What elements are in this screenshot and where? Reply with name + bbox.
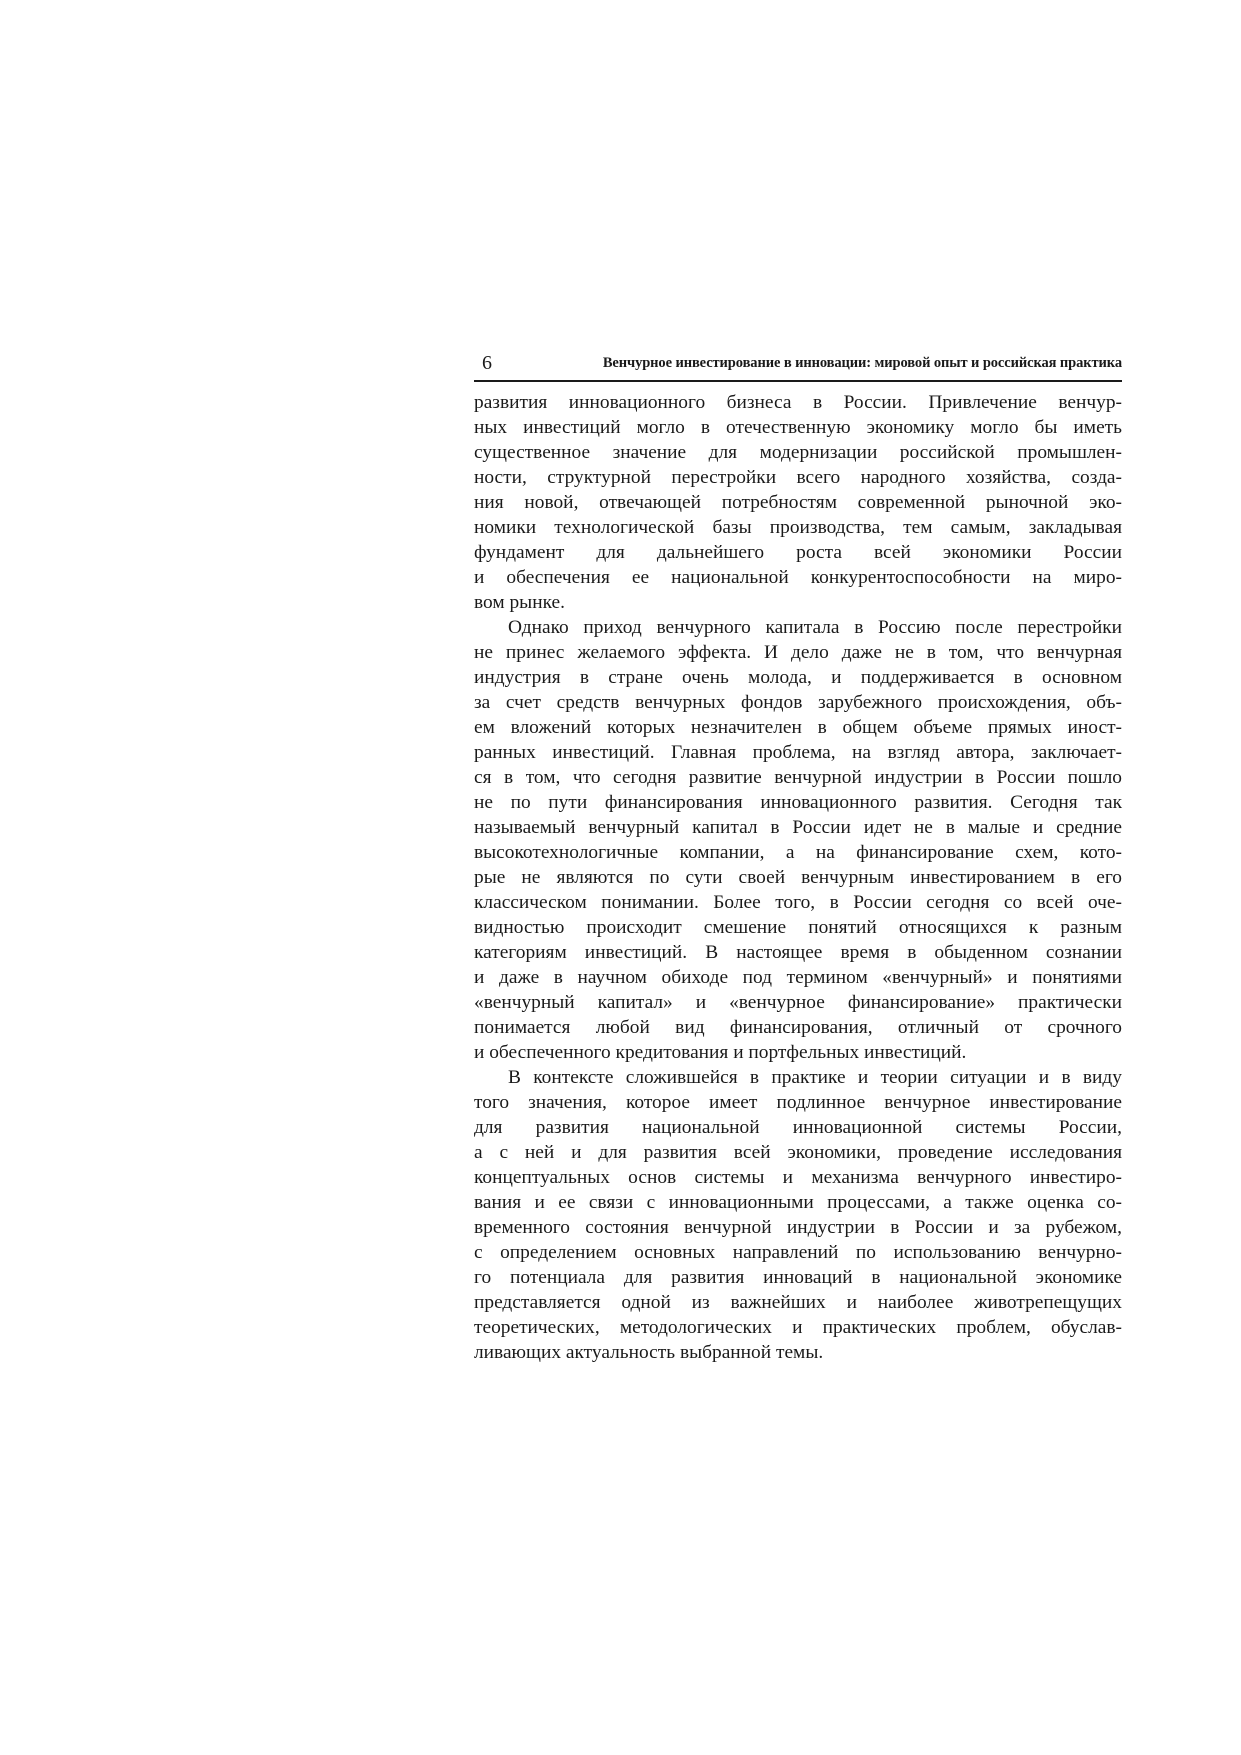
text-line: для развития национальной инновационной системы России, — [474, 1117, 1122, 1138]
text-line: ности, структурной перестройки всего народного хозяйства, созда- — [474, 467, 1122, 488]
paragraph — [474, 1065, 1122, 1365]
text-line: Однако приход венчурного капитала в Россию после перестройки — [508, 617, 1122, 638]
text-line: В контексте сложившейся в практике и теории ситуации и в виду — [508, 1067, 1122, 1088]
text-line: теоретических, методологических и практических проблем, обуслав- — [474, 1317, 1122, 1338]
text-line: ния новой, отвечающей потребностям современной рыночной эко- — [474, 492, 1122, 513]
text-line: и обеспеченного кредитования и портфельных инвестиций. — [474, 1042, 967, 1063]
text-line: и даже в научном обиходе под термином «венчурный» и понятиями — [474, 967, 1122, 988]
text-line: развития инновационного бизнеса в России. Привлечение венчур- — [474, 392, 1122, 413]
running-header — [474, 350, 1122, 382]
text-line: временного состояния венчурной индустрии в России и за рубежом, — [474, 1217, 1122, 1238]
page-number: 6 — [482, 352, 492, 374]
running-header-title: Венчурное инвестирование в инновации: мировой опыт и российская практика — [602, 355, 1122, 371]
text-line: за счет средств венчурных фондов зарубежного происхождения, объ- — [474, 692, 1122, 713]
text-line: того значения, которое имеет подлинное венчурное инвестирование — [474, 1092, 1122, 1113]
text-line: вом рынке. — [474, 592, 565, 613]
text-line: индустрия в стране очень молода, и поддерживается в основном — [474, 667, 1122, 688]
text-line: концептуальных основ системы и механизма венчурного инвестиро- — [474, 1167, 1122, 1188]
text-line: ем вложений которых незначителен в общем объеме прямых иност- — [474, 717, 1122, 738]
text-line: ливающих актуальность выбранной темы. — [474, 1342, 824, 1363]
text-line: ранных инвестиций. Главная проблема, на взгляд автора, заключает- — [474, 742, 1122, 763]
text-line: «венчурный капитал» и «венчурное финансирование» практически — [474, 992, 1122, 1013]
text-line: вания и ее связи с инновационными процессами, а также оценка со- — [474, 1192, 1122, 1213]
paragraph — [474, 615, 1122, 1065]
text-line: ных инвестиций могло в отечественную экономику могло бы иметь — [474, 417, 1122, 438]
text-line: с определением основных направлений по использованию венчурно- — [474, 1242, 1122, 1263]
text-line: высокотехнологичные компании, а на финансирование схем, кото- — [474, 842, 1122, 863]
text-line: не по пути финансирования инновационного развития. Сегодня так — [474, 792, 1122, 813]
text-line: существенное значение для модернизации российской промышлен- — [474, 442, 1122, 463]
text-line: не принес желаемого эффекта. И дело даже не в том, что венчурная — [474, 642, 1122, 663]
paragraph — [474, 390, 1122, 615]
text-line: классическом понимании. Более того, в России сегодня со всей оче- — [474, 892, 1122, 913]
text-line: представляется одной из важнейших и наиболее животрепещущих — [474, 1292, 1122, 1313]
body-text — [474, 390, 1122, 1365]
text-line: фундамент для дальнейшего роста всей экономики России — [474, 542, 1122, 563]
text-line: а с ней и для развития всей экономики, проведение исследования — [474, 1142, 1122, 1163]
text-line: видностью происходит смешение понятий относящихся к разным — [474, 917, 1122, 938]
text-line: рые не являются по сути своей венчурным инвестированием в его — [474, 867, 1122, 888]
book-page — [474, 350, 1122, 1365]
text-line: номики технологической базы производства, тем самым, закладывая — [474, 517, 1122, 538]
text-line: ся в том, что сегодня развитие венчурной индустрии в России пошло — [474, 767, 1122, 788]
text-line: и обеспечения ее национальной конкурентоспособности на миро- — [474, 567, 1122, 588]
text-line: го потенциала для развития инноваций в национальной экономике — [474, 1267, 1122, 1288]
text-line: называемый венчурный капитал в России идет не в малые и средние — [474, 817, 1122, 838]
text-line: категориям инвестиций. В настоящее время в обыденном сознании — [474, 942, 1122, 963]
text-line: понимается любой вид финансирования, отличный от срочного — [474, 1017, 1122, 1038]
